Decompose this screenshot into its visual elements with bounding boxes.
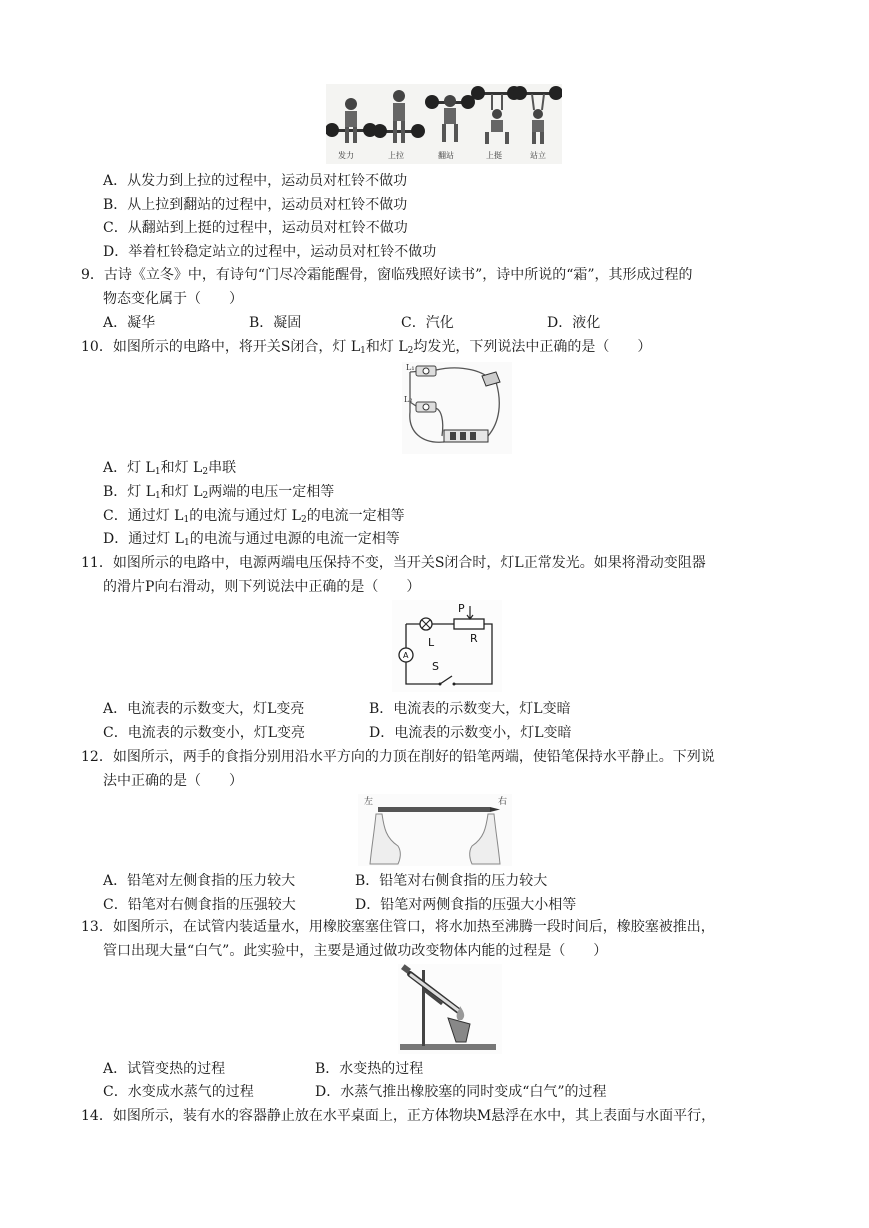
circuit-figure-q10 [402,362,512,454]
q9-option-c: C．汽化 [401,315,454,331]
label-left: 左 [364,797,374,807]
test-tube-figure [398,964,502,1054]
q13-option-d: D．水蒸气推出橡胶塞的同时变成“白气”的过程 [315,1084,607,1100]
q11-stem-line1: 11．如图所示的电路中，电源两端电压保持不变，当开关S闭合时，灯L正常发光。如果将滑动变阻器 [81,555,706,571]
weightlifting-figure [326,84,562,164]
label-s: S [432,660,439,673]
q8-option-a: A．从发力到上拉的过程中，运动员对杠铃不做功 [103,173,408,189]
circuit-figure-q11 [392,600,502,692]
q10-stem: 10．如图所示的电路中，将开关S闭合，灯 $L_1$和灯 $L_2$均发光，下列说法中正确的是（ ） [81,339,652,356]
q13-options-row1 [103,1060,423,1078]
q12-option-a: A．铅笔对左侧食指的压力较大 [103,873,296,889]
label-p: P [458,602,465,615]
q11-stem-line2: 的滑片P向右滑动，则下列说法中正确的是（ ） [103,579,421,595]
caption-4: 上挺 [486,151,502,160]
q11-option-d: D．电流表的示数变小，灯L变暗 [369,725,572,741]
q13-stem-line1: 13．如图所示，在试管内装适量水，用橡胶塞塞住管口，将水加热至沸腾一段时间后，橡胶塞被推出， [81,919,715,935]
label-l1: L₁ [406,363,415,372]
q10-option-a: A．灯 $L_1$和灯 $L_2$串联 [103,460,237,477]
q14-stem-line1: 14．如图所示，装有水的容器静止放在水平桌面上，正方体物块M悬浮在水中，其上表面与水面平行， [81,1108,716,1124]
q12-stem-line1: 12．如图所示，两手的食指分别用沿水平方向的力顶在削好的铅笔两端，使铅笔保持水平静止。下列说 [81,749,715,765]
q9-stem-line1: 9．古诗《立冬》中，有诗句“门尽冷霜能醒骨，窗临残照好读书”，诗中所说的“霜”，其形成过程的 [81,267,693,283]
q8-option-d: D．举着杠铃稳定站立的过程中，运动员对杠铃不做功 [103,244,437,260]
label-a: A [403,651,409,660]
q12-options-row2 [103,896,576,914]
q10-option-c: C．通过灯 $L_1$的电流与通过灯 $L_2$的电流一定相等 [103,508,405,525]
q9-options [103,314,663,332]
q13-option-c: C．水变成水蒸气的过程 [103,1084,254,1100]
q8-option-b: B．从上拉到翻站的过程中，运动员对杠铃不做功 [103,197,408,213]
q13-options-row2 [103,1083,607,1101]
q11-option-c: C．电流表的示数变小，灯L变亮 [103,725,306,741]
q11-options-row2 [103,724,572,742]
pencil-figure [358,794,512,866]
q12-option-b: B．铅笔对右侧食指的压力较大 [355,873,548,889]
q13-option-a: A．试管变热的过程 [103,1061,226,1077]
q9-stem-line2: 物态变化属于（ ） [103,291,243,307]
q9-option-a: A．凝华 [103,315,156,331]
q10-option-b: B．灯 $L_1$和灯 $L_2$两端的电压一定相等 [103,484,335,501]
q12-option-d: D．铅笔对两侧食指的压强大小相等 [355,897,577,913]
q11-option-a: A．电流表的示数变大，灯L变亮 [103,701,305,717]
q12-stem-line2: 法中正确的是（ ） [103,773,243,789]
q10-option-d: D．通过灯 $L_1$的电流与通过电源的电流一定相等 [103,531,400,548]
q9-option-d: D．液化 [547,315,601,331]
q12-options-row1 [103,872,547,890]
label-right: 右 [498,797,508,807]
caption-2: 上拉 [388,151,404,160]
caption-5: 站立 [530,151,546,160]
label-l: L [428,636,435,649]
q12-option-c: C．铅笔对右侧食指的压强较大 [103,897,296,913]
q13-stem-line2: 管口出现大量“白气”。此实验中，主要是通过做功改变物体内能的过程是（ ） [103,943,608,959]
q11-options-row1 [103,700,571,718]
label-r: R [470,632,478,645]
q9-option-b: B．凝固 [249,315,302,331]
q13-option-b: B．水变热的过程 [315,1061,424,1077]
label-l2: L₂ [404,395,413,404]
caption-1: 发力 [338,151,354,160]
q11-option-b: B．电流表的示数变大，灯L变暗 [369,701,571,717]
q8-option-c: C．从翻站到上挺的过程中，运动员对杠铃不做功 [103,220,408,236]
caption-3: 翻站 [438,151,454,160]
